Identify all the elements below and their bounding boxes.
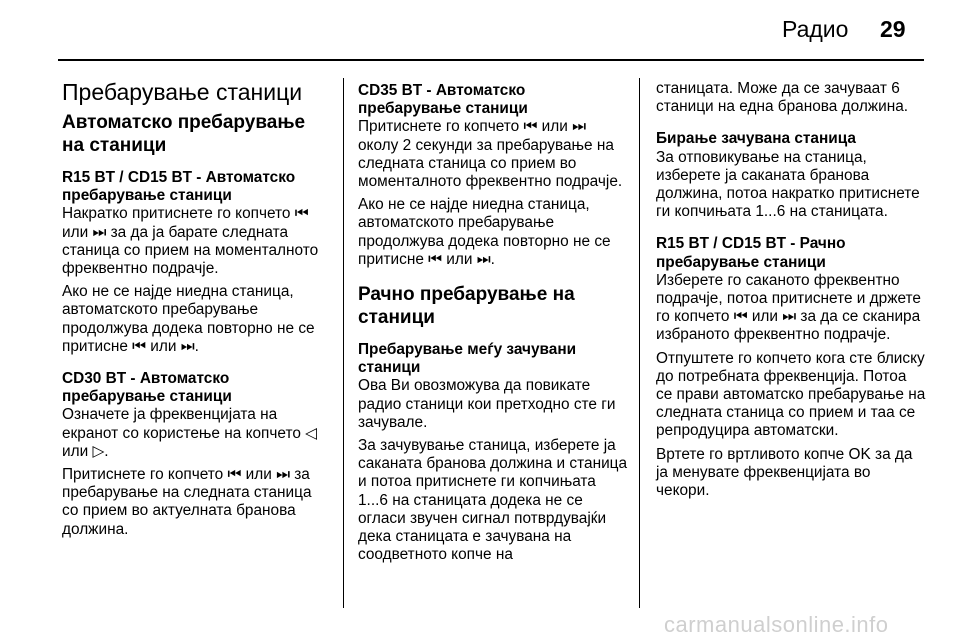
paragraph: Накратко притиснете го копчето ⏮ или ⏭ за да ја барате следната станица со прием на моменталното фреквентно подрачје. (62, 205, 319, 278)
paragraph: Притиснете го копчето ⏮ или ⏭ за пребарување на следната станица со прием во актуелната бранова должина. (62, 466, 312, 538)
paragraph: Вртете го вртливото копче OK за да ја менувате фреквенцијата во чекори. (656, 445, 913, 500)
paragraph: Отпуштете го копчето кога сте блиску до потребната фреквенција. Потоа се прави автоматско пребарување на следната станица со прием и таа се репродуцира автоматски. (656, 349, 926, 440)
column-divider-1 (343, 78, 344, 608)
paragraph: станицата. Може да се зачуваат 6 станици на една бранова должина. (656, 80, 909, 116)
page-number: 29 (880, 16, 906, 42)
watermark: carmanualsonline.info (664, 612, 889, 637)
heading-select-stored: Бирање зачувана станица (656, 130, 856, 148)
paragraph: Ако не се најде ниедна станица, автоматското пребарување продолжува додека повторно не се притисне ⏮ или ⏭. (62, 283, 315, 355)
subsection-title-manual-search: Рачно пребарување на станици (358, 284, 575, 329)
running-header-title: Радио (782, 16, 849, 42)
section-title: Пребарување станици (62, 79, 303, 105)
heading-cd35-auto: CD35 BT - Автоматско пребарување станици (358, 82, 528, 118)
column-3 (656, 80, 926, 505)
paragraph: Изберете го саканото фреквентно подрачје, потоа притиснете и држете го копчето ⏮ или ⏭ за да се сканира избраното фреквентно подрачје. (656, 271, 921, 344)
header-rule (58, 59, 924, 61)
heading-stored-stations: Пребарување меѓу зачувани станици (358, 341, 577, 377)
paragraph: За отповикување на станица, изберете ја саканата бранова должина, потоа накратко притиснете ги копчињата 1...6 на станицата. (656, 148, 920, 221)
column-2 (358, 82, 628, 569)
subsection-title-auto-search: Автоматско пребарување на станици (62, 112, 306, 156)
paragraph: За зачувување станица, изберете ја саканата бранова должина и станица и потоа притиснете ги копчињата 1...6 на станицата додека не се огласи звучен сигнал потврдувајќи дека станицата е зачувана на соодветното копче на (358, 437, 628, 564)
heading-r15-auto: R15 BT / CD15 BT - Автоматско пребарување станици (62, 169, 296, 205)
heading-r15-manual: R15 BT / CD15 BT - Рачно пребарување станици (656, 235, 846, 271)
paragraph: Притиснете го копчето ⏮ или ⏭ околу 2 секунди за пребарување на следната станица со прием во моменталното фреквентно подрачје. (358, 118, 623, 191)
column-1 (62, 78, 330, 544)
heading-cd30-auto: CD30 BT - Автоматско пребарување станици (62, 370, 232, 406)
column-divider-2 (639, 78, 640, 608)
paragraph: Означете ја фреквенцијата на екранот со користење на копчето ◁ или ▷. (62, 406, 318, 460)
paragraph: Ова Ви овозможува да повикате радио станици кои претходно сте ги зачувале. (358, 377, 616, 431)
paragraph: Ако не се најде ниедна станица, автоматското пребарување продолжува додека повторно не се притисне ⏮ или ⏭. (358, 196, 611, 268)
